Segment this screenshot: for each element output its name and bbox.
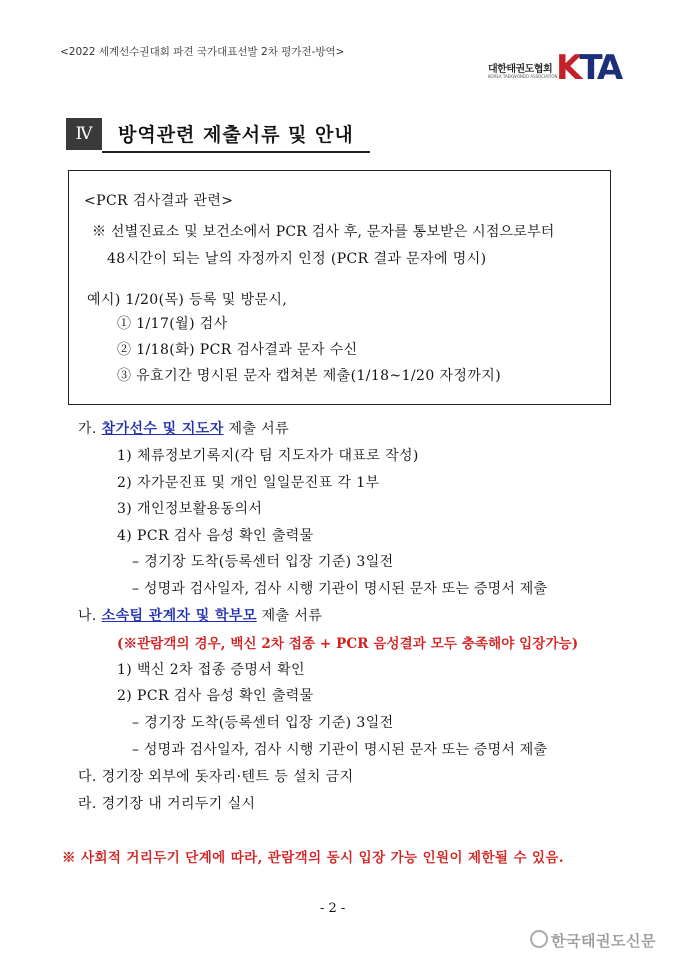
distancing-footer-note: ※ 사회적 거리두기 단계에 따라, 관람객의 동시 입장 가능 인원이 제한될 수 있음. <box>62 850 564 866</box>
part-c-line: 다. 경기장 외부에 돗자리·텐트 등 설치 금지 <box>78 769 354 785</box>
part-b-subitem-1: – 경기장 도착(등록센터 입장 기준) 3일전 <box>132 715 394 731</box>
page-number: - 2 - <box>320 901 346 916</box>
pcr-note-line1: ※ 선별진료소 및 보건소에서 PCR 검사 후, 문자를 통보받은 시점으로부터 <box>92 224 555 240</box>
part-a-highlight-players: 참가선수 <box>101 421 158 437</box>
document-header-title: <2022 세계선수권대회 파견 국가대표선발 2차 평가전-방역> <box>60 46 345 58</box>
part-b-item-1: 1) 백신 2차 접종 증명서 확인 <box>117 662 305 678</box>
pcr-step-3: ③ 유효기간 명시된 문자 캡쳐본 제출(1/18~1/20 자정까지) <box>117 368 502 384</box>
part-a-highlight-coaches: 지도자 <box>181 421 224 437</box>
logo-korean-text: 대한태권도협회 <box>488 64 553 75</box>
part-a-subitem-2: – 성명과 검사일자, 검사 시행 기관이 명시된 문자 또는 증명서 제출 <box>132 581 548 597</box>
watermark-logo-icon <box>530 930 548 948</box>
part-b-heading: 나. 소속팀 관계자 및 학부모 제출 서류 <box>78 608 323 624</box>
part-b-highlight-parents: 학부모 <box>214 608 257 624</box>
part-a-heading: 가. 참가선수 및 지도자 제출 서류 <box>78 421 290 437</box>
newspaper-watermark: 한국태권도신문 <box>530 930 656 951</box>
part-a-item-4: 4) PCR 검사 음성 확인 출력물 <box>117 528 314 544</box>
kta-logo <box>488 48 621 92</box>
section-number: Ⅳ <box>66 118 102 150</box>
logo-english-text: KOREA TAEKWONDO ASSOCIATION <box>488 74 558 79</box>
part-a-item-2: 2) 자가문진표 및 개인 일일문진표 각 1부 <box>117 475 380 491</box>
section-underline <box>102 151 370 153</box>
pcr-example-intro: 예시) 1/20(목) 등록 및 방문시, <box>87 292 288 308</box>
part-d-line: 라. 경기장 내 거리두기 실시 <box>78 796 256 812</box>
part-b-item-2: 2) PCR 검사 음성 확인 출력물 <box>117 688 314 704</box>
part-b-subitem-2: – 성명과 검사일자, 검사 시행 기관이 명시된 문자 또는 증명서 제출 <box>132 742 548 758</box>
part-b-highlight-team: 소속팀 <box>101 608 144 624</box>
spectator-warning: (※관람객의 경우, 백신 2차 접종 + PCR 음성결과 모두 충족해야 입장가능) <box>117 636 579 652</box>
logo-mark: KTA <box>556 48 621 88</box>
section-title: 방역관련 제출서류 및 안내 <box>118 124 354 146</box>
pcr-box-heading: <PCR 검사결과 관련> <box>84 193 234 209</box>
part-a-item-3: 3) 개인정보활용동의서 <box>117 501 263 517</box>
pcr-step-2: ② 1/18(화) PCR 검사결과 문자 수신 <box>117 342 358 358</box>
part-a-subitem-1: – 경기장 도착(등록센터 입장 기준) 3일전 <box>132 554 394 570</box>
pcr-note-line2: 48시간이 되는 날의 자정까지 인정 (PCR 결과 문자에 명시) <box>107 251 487 267</box>
part-a-item-1: 1) 체류정보기록지(각 팀 지도자가 대표로 작성) <box>117 448 419 464</box>
pcr-step-1: ① 1/17(월) 검사 <box>117 316 228 332</box>
